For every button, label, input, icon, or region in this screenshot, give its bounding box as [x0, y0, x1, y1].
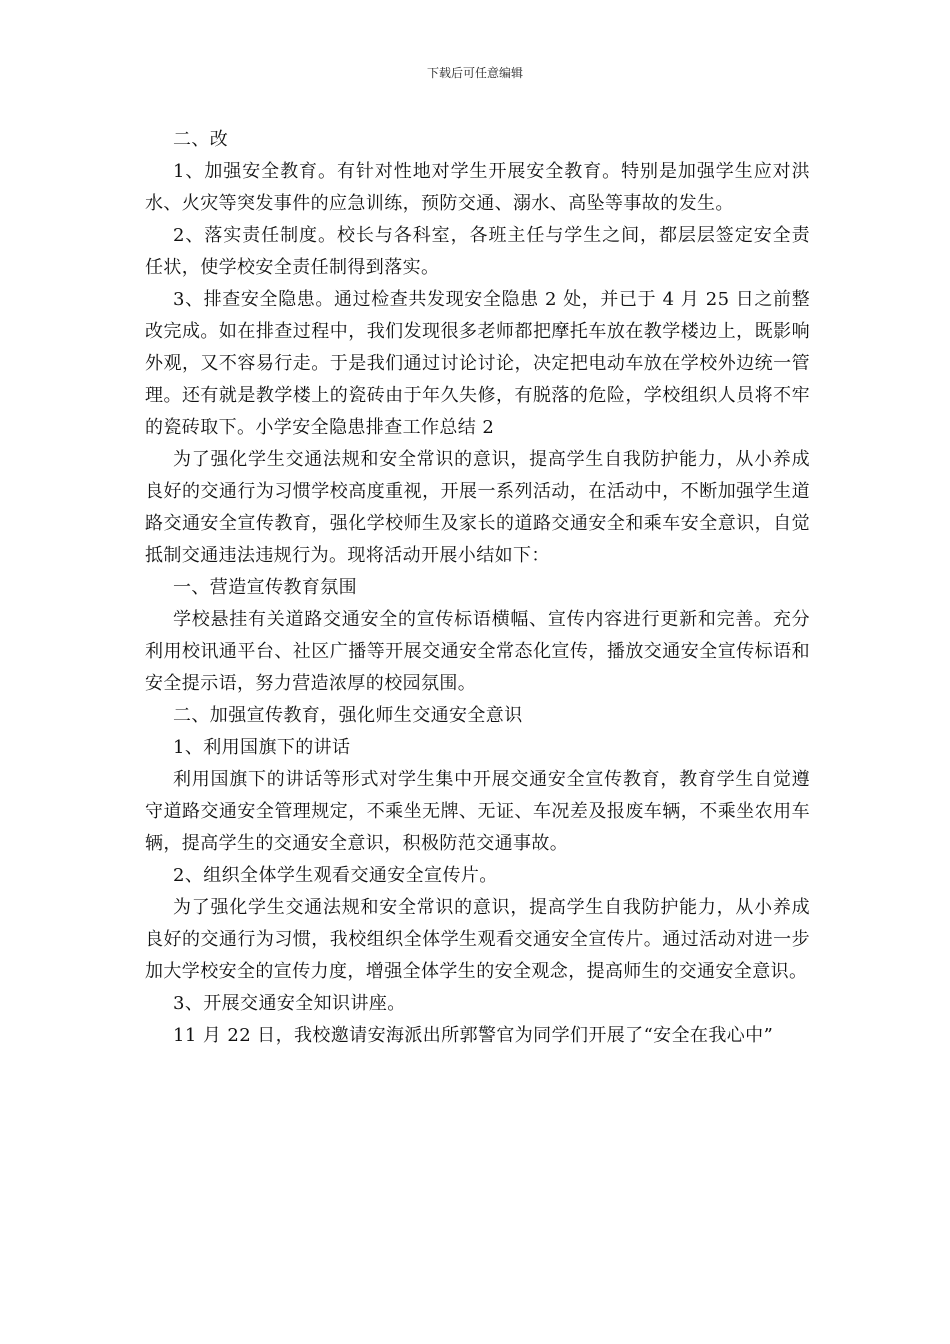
paragraph-traffic-intro: 为了强化学生交通法规和安全常识的意识，提高学生自我防护能力，从小养成良好的交通行为习惯学校高度重视，开展一系列活动，在活动中，不断加强学生道路交通安全宣传教育，强化学校师生及家长的道路交通安全和乘车安全意识，自觉抵制交通违法违规行为。现将活动开展小结如下： [145, 449, 810, 566]
page-header-note: 下载后可任意编辑 [426, 66, 523, 80]
subheading-safety-film: 2、组织全体学生观看交通安全宣传片。 [173, 865, 498, 886]
paragraph-lecture: 11 月 22 日，我校邀请安海派出所郭警官为同学们开展了“安全在我心中” [173, 1025, 774, 1046]
section-heading-atmosphere: 一、营造宣传教育氛围 [173, 577, 357, 598]
paragraph-flag-speech: 利用国旗下的讲话等形式对学生集中开展交通安全宣传教育，教育学生自觉遵守道路交通安全管理规定，不乘坐无牌、无证、车况差及报废车辆，不乘坐农用车辆，提高学生的交通安全意识，积极防范交通事故。 [145, 769, 810, 854]
paragraph-safety-education: 1、加强安全教育。有针对性地对学生开展安全教育。特别是加强学生应对洪水、火灾等突发事件的应急训练，预防交通、溺水、高坠等事故的发生。 [145, 161, 810, 214]
paragraph-atmosphere: 学校悬挂有关道路交通安全的宣传标语横幅、宣传内容进行更新和完善。充分利用校讯通平台、社区广播等开展交通安全常态化宣传，播放交通安全宣传标语和安全提示语，努力营造浓厚的校园氛围。 [145, 609, 810, 694]
paragraph-responsibility-system: 2、落实责任制度。校长与各科室，各班主任与学生之间，都层层签定安全责任状，使学校安全责任制得到落实。 [145, 225, 810, 278]
section-heading-rectify: 二、改 [173, 129, 229, 150]
document-body [145, 124, 810, 1052]
section-heading-publicity: 二、加强宣传教育，强化师生交通安全意识 [173, 705, 523, 726]
subheading-flag-speech: 1、利用国旗下的讲话 [173, 737, 351, 758]
paragraph-hazard-inspection: 3、排查安全隐患。通过检查共发现安全隐患 2 处，并已于 4 月 25 日之前整改完成。如在排查过程中，我们发现很多老师都把摩托车放在教学楼边上，既影响外观，又不容易行走。于是我们通过讨论讨论，决定把电动车放在学校外边统一管理。还有就是教学楼上的瓷砖由于年久失修，有脱落的危险，学校组织人员将不牢的瓷砖取下。小学安全隐患排查工作总结 2 [145, 289, 810, 438]
subheading-lecture: 3、开展交通安全知识讲座。 [173, 993, 406, 1014]
paragraph-safety-film: 为了强化学生交通法规和安全常识的意识，提高学生自我防护能力，从小养成良好的交通行为习惯，我校组织全体学生观看交通安全宣传片。通过活动对进一步加大学校安全的宣传力度，增强全体学生的安全观念，提高师生的交通安全意识。 [145, 897, 810, 982]
